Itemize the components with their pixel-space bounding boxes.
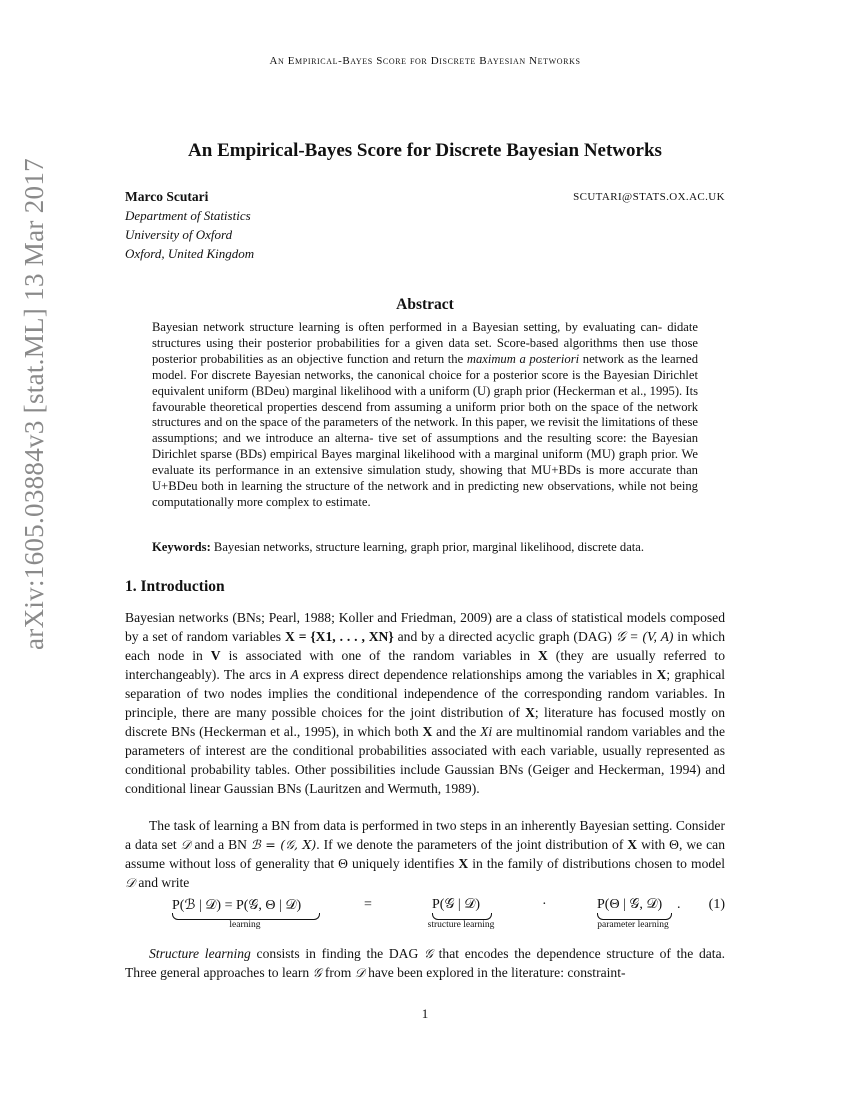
equation-1 xyxy=(125,893,725,941)
running-head: An Empirical-Bayes Score for Discrete Bayesian Networks xyxy=(269,55,581,67)
label-learning: learning xyxy=(229,920,261,930)
equation-mid: P(𝒢 | 𝒟) xyxy=(432,897,481,912)
keywords-label: Keywords: xyxy=(152,540,211,554)
author-email[interactable]: SCUTARI@STATS.OX.AC.UK xyxy=(573,191,725,203)
page-number: 1 xyxy=(421,1006,429,1021)
intro-paragraph-3: Structure learning consists in finding the DAG 𝒢 that encodes the dependence structure of the data. Three general approaches to learn 𝒢 from 𝒟 have been explored in the literature: constraint- xyxy=(125,946,726,980)
equation-rhs: P(Θ | 𝒢, 𝒟) xyxy=(597,897,663,912)
intro-paragraph-1: Bayesian networks (BNs; Pearl, 1988; Koller and Friedman, 2009) are a class of statistical models composed by a set of random variables X = {X1, . . . , XN} and by a directed acyclic graph (DAG) 𝒢 = (V, A) in which each node in V is associated with one of the random variables in X (they are usually referred to interchangeably). The arcs in A express direct dependence relationships among the variables in X; graphical separation of two nodes implies the conditional independence of the corresponding random variables. In principle, there are many possible choices for the joint distribution of X; literature has focused mostly on discrete BNs (Heckerman et al., 1995), in which both X and the Xi are multinomial random variables and the parameters of interest are the conditional probabilities associated with each variable, usually represented as conditional probability tables. Other possibilities include Gaussian BNs (Geiger and Heckerman, 1994) and conditional linear Gaussian BNs (Lauritzen and Wermuth, 1989). xyxy=(125,610,726,796)
affiliation-dept: Department of Statistics xyxy=(125,208,251,223)
paper-title: An Empirical-Bayes Score for Discrete Bayesian Networks xyxy=(188,140,662,161)
keywords-list: Bayesian networks, structure learning, graph prior, marginal likelihood, discrete data. xyxy=(213,540,645,554)
intro-paragraph-2: The task of learning a BN from data is performed in two steps in an inherently Bayesian setting. Consider a data set 𝒟 and a BN ℬ = (𝒢, X). If we denote the parameters of the joint distribution of X with Θ, we can assume without loss of generality that Θ uniquely identifies X in the family of distributions chosen to model 𝒟 and write xyxy=(125,818,725,890)
equation-equals: = xyxy=(364,897,372,912)
underbrace-lhs xyxy=(172,913,320,920)
arxiv-stamp: arXiv:1605.03884v3 [stat.ML] 13 Mar 2017 xyxy=(19,158,49,650)
affiliation-university: University of Oxford xyxy=(125,227,233,242)
author-name: Marco Scutari xyxy=(125,189,209,204)
underbrace-mid xyxy=(432,913,492,920)
section-heading-introduction: 1. Introduction xyxy=(125,578,225,595)
abstract-body: Bayesian network structure learning is often performed in a Bayesian setting, by evaluating can- didate structures using their posterior probabilities for a given data set. Score-based algorithms then use those posterior probabilities as an objective function and return the maximum a posteriori network as the learned model. For discrete Bayesian networks, the canonical choice for a posterior score is the Bayesian Dirichlet equivalent uniform (BDeu) marginal likelihood with a uniform (U) graph prior (Heckerman et al., 1995). Its favourable theoretical properties descend from assuming a uniform prior both on the space of the network structures and on the space of the parameters of the network. In this paper, we revisit the limitations of these assumptions; and we introduce an alterna- tive set of assumptions and the resulting score: the Bayesian Dirichlet sparse (BDs) empirical Bayes marginal likelihood with a marginal uniform (MU) graph prior. We evaluate its performance in an extensive simulation study, showing that MU+BDs is more accurate than U+BDeu both in learning the structure of the network and in predicting new observations, while not being computationally more complex to estimate. xyxy=(152,320,699,509)
label-structure-learning: structure learning xyxy=(427,920,495,930)
equation-period: . xyxy=(677,897,681,912)
label-parameter-learning: parameter learning xyxy=(597,920,669,930)
abstract-heading: Abstract xyxy=(396,296,454,313)
equation-lhs: P(ℬ | 𝒟) = P(𝒢, Θ | 𝒟) xyxy=(172,898,302,913)
keywords xyxy=(152,540,712,555)
underbrace-rhs xyxy=(597,913,672,920)
affiliation-location: Oxford, United Kingdom xyxy=(125,246,255,261)
equation-dot: · xyxy=(542,897,547,912)
equation-number: (1) xyxy=(708,897,725,912)
